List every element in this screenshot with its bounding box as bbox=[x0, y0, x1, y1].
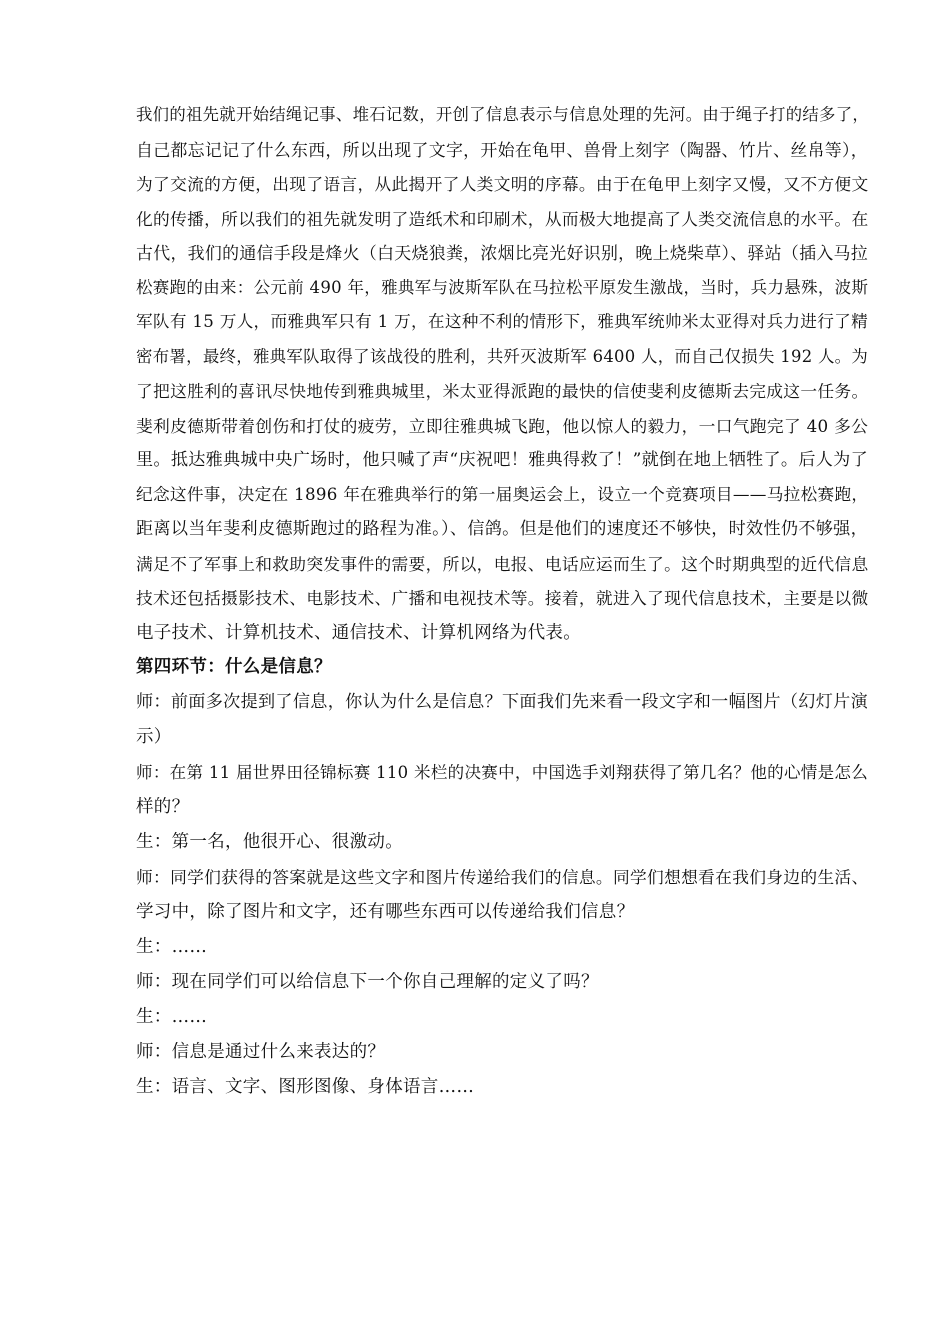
dialogue-line: 示） bbox=[136, 727, 172, 747]
paragraph-line: 斐利皮德斯带着创伤和打仗的疲劳，立即往雅典城飞跑，他以惊人的毅力，一口气跑完了 40 多公 bbox=[136, 415, 869, 436]
dialogue-line: 生：第一名，他很开心、很激动。 bbox=[136, 832, 403, 852]
paragraph-line: 我们的祖先就开始结绳记事、堆石记数，开创了信息表示与信息处理的先河。由于绳子打的结多了， bbox=[136, 105, 870, 124]
document-body bbox=[136, 98, 868, 1105]
dialogue-line: 学习中，除了图片和文字，还有哪些东西可以传递给我们信息？ bbox=[136, 902, 635, 922]
paragraph-line: 电子技术、计算机技术、通信技术、计算机网络为代表。 bbox=[136, 622, 581, 643]
dialogue-line: 生：…… bbox=[136, 1007, 208, 1027]
dialogue-line: 样的？ bbox=[136, 797, 190, 817]
paragraph-line: 密布署，最终，雅典军队取得了该战役的胜利，共歼灭波斯军 6400 人，而自己仅损失 192 人。为 bbox=[136, 346, 869, 366]
dialogue bbox=[136, 685, 868, 1105]
section-heading: 第四环节：什么是信息？ bbox=[136, 657, 332, 677]
paragraph-line: 军队有 15 万人，而雅典军只有 1 万，在这种不利的情形下，雅典军统帅米太亚得对兵力进行了精 bbox=[136, 312, 868, 331]
paragraph-line: 自己都忘记记了什么东西，所以出现了文字，开始在龟甲、兽骨上刻字（陶器、竹片、丝帛等）， bbox=[136, 139, 868, 160]
dialogue-line: 师：同学们获得的答案就是这些文字和图片传递给我们的信息。同学们想想看在我们身边的生活、 bbox=[136, 867, 869, 887]
dialogue-line: 生：…… bbox=[136, 937, 208, 957]
dialogue-line: 生：语言、文字、图形图像、身体语言…… bbox=[136, 1077, 475, 1097]
dialogue-line: 师：现在同学们可以给信息下一个你自己理解的定义了吗？ bbox=[136, 972, 599, 992]
paragraph-line: 为了交流的方便，出现了语言，从此揭开了人类文明的序幕。由于在龟甲上刻字又慢，又不方便文 bbox=[136, 174, 869, 194]
paragraph-line: 满足不了军事上和救助突发事件的需要，所以，电报、电话应运而生了。这个时期典型的近代信息 bbox=[136, 553, 869, 574]
paragraph-line: 距离以当年斐利皮德斯跑过的路程为准。）、信鸽。但是他们的速度还不够快，时效性仍不够强， bbox=[136, 519, 868, 539]
dialogue-line: 师：信息是通过什么来表达的？ bbox=[136, 1042, 386, 1062]
paragraph-line: 里。抵达雅典城中央广场时，他只喊了声“庆祝吧！雅典得救了！”就倒在地上牺牲了。后人为了 bbox=[136, 450, 868, 470]
paragraph-line: 松赛跑的由来：公元前 490 年，雅典军与波斯军队在马拉松平原发生激战，当时，兵力悬殊，波斯 bbox=[136, 277, 869, 297]
paragraph-line: 化的传播，所以我们的祖先就发明了造纸术和印刷术，从而极大地提高了人类交流信息的水平。在 bbox=[136, 208, 869, 229]
paragraph-line: 技术还包括摄影技术、电影技术、广播和电视技术等。接着，就进入了现代信息技术，主要是以微 bbox=[136, 588, 869, 608]
history-paragraph bbox=[136, 98, 868, 650]
paragraph-line: 古代，我们的通信手段是烽火（白天烧狼粪，浓烟比亮光好识别，晚上烧柴草）、驿站（插入马拉 bbox=[136, 243, 868, 263]
dialogue-line: 师：前面多次提到了信息，你认为什么是信息？下面我们先来看一段文字和一幅图片（幻灯片演 bbox=[136, 692, 868, 712]
paragraph-line: 了把这胜利的喜讯尽快地传到雅典城里，米太亚得派跑的最快的信使斐利皮德斯去完成这一任务。 bbox=[136, 381, 869, 401]
paragraph-line: 纪念这件事，决定在 1896 年在雅典举行的第一届奥运会上，设立一个竞赛项目——马拉松赛跑， bbox=[136, 484, 869, 504]
dialogue-line: 师：在第 11 届世界田径锦标赛 110 米栏的决赛中，中国选手刘翔获得了第几名？他的心情是怎么 bbox=[136, 763, 869, 782]
